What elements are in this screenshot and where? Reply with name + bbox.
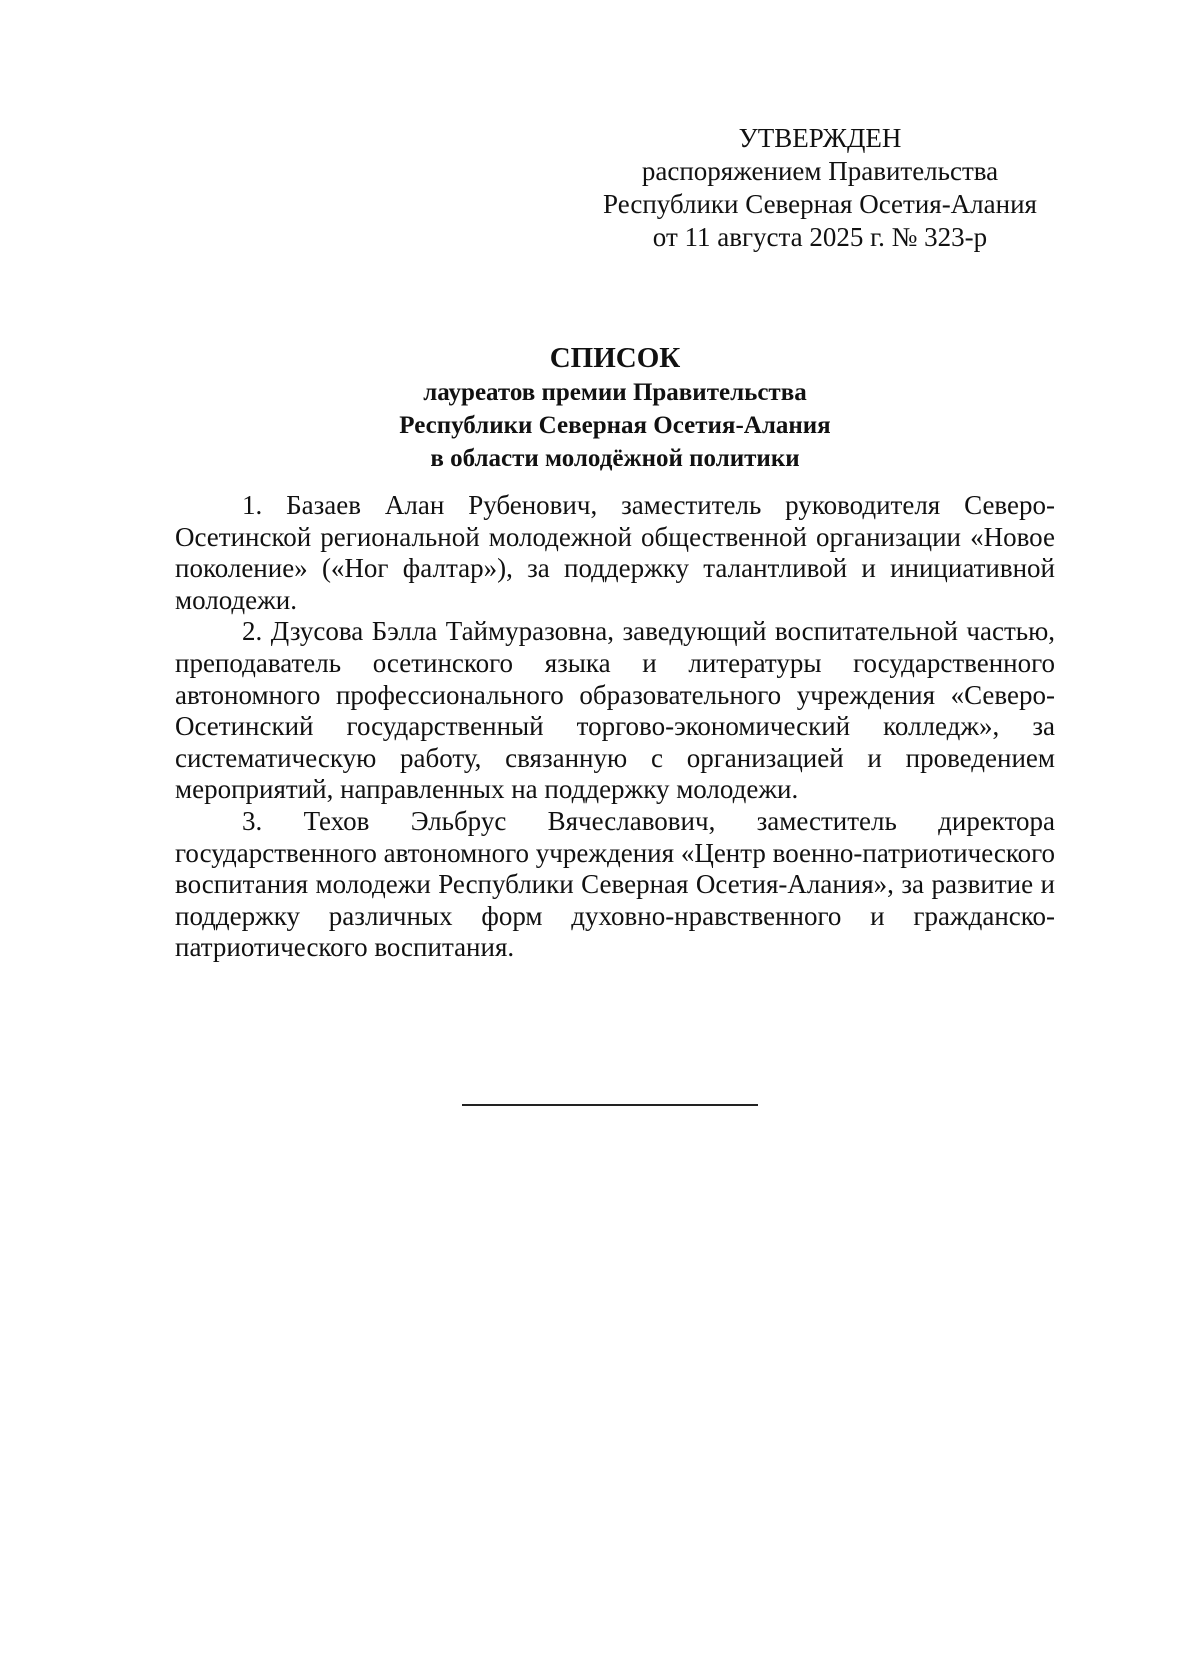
title-line-3: в области молодёжной политики [430, 445, 800, 472]
approval-by-order: распоряжением Правительства [641, 156, 999, 186]
list-item: 1. Базаев Алан Рубенович, заместитель руководителя Северо-Осетинской региональной молодежной общественной организации «Новое поколение» («Ног фалтар»), за поддержку талантливой и инициативной молодежи. [175, 490, 1055, 615]
laureates-list [175, 490, 1055, 964]
approval-heading: УТВЕРЖДЕН [738, 123, 902, 153]
approval-stamp [580, 122, 1060, 254]
title-line-1: лауреатов премии Правительства [423, 379, 807, 406]
approval-date-number: от 11 августа 2025 г. № 323-р [652, 222, 988, 252]
document-title [175, 340, 1055, 475]
title-line-2: Республики Северная Осетия-Алания [399, 412, 831, 439]
list-item: 2. Дзусова Бэлла Таймуразовна, заведующий воспитательной частью, преподаватель осетинского языка и литературы государственного автономного профессионального образовательного учреждения «Северо-Осетинский государственный торгово-экономический колледж», за систематическую работу, связанную с организацией и проведением мероприятий, направленных на поддержку молодежи. [175, 616, 1055, 805]
closing-divider-line [462, 1104, 758, 1106]
list-item: 3. Техов Эльбрус Вячеславович, заместитель директора государственного автономного учреждения «Центр военно-патриотического воспитания молодежи Республики Северная Осетия-Алания», за развитие и поддержку различных форм духовно-нравственного и гражданско-патриотического воспитания. [175, 805, 1055, 963]
approval-republic: Республики Северная Осетия-Алания [603, 189, 1037, 219]
title-main: СПИСОК [549, 342, 681, 374]
